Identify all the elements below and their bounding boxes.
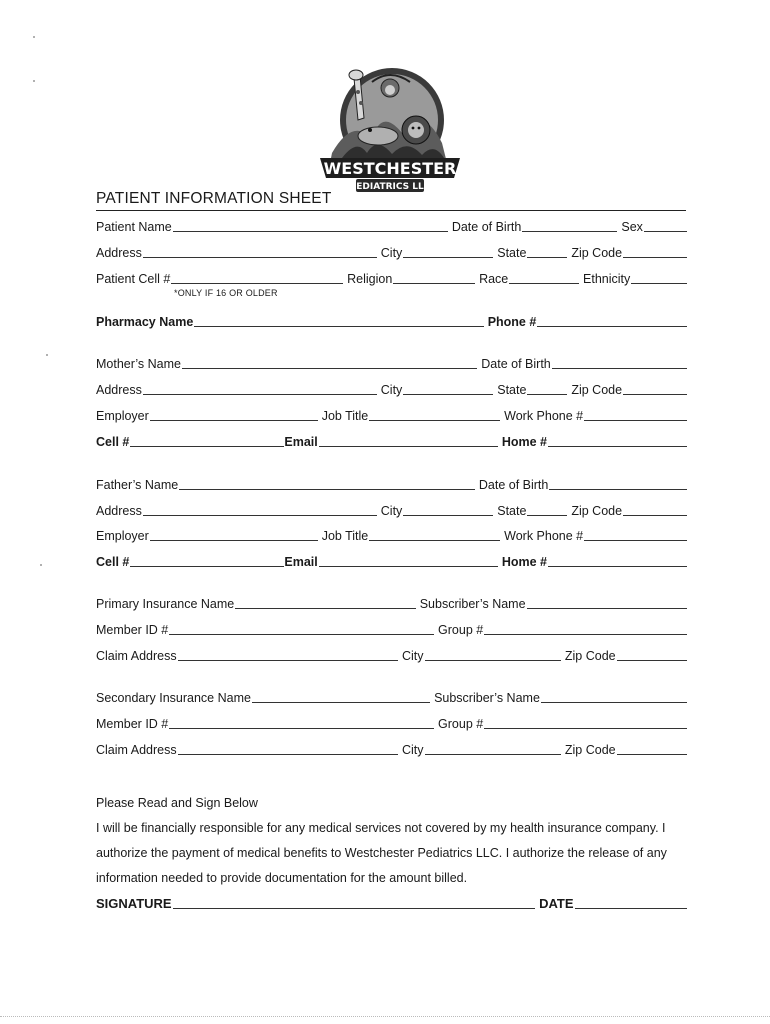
father-city-label: City <box>380 504 403 518</box>
scan-speck <box>40 564 42 566</box>
patient-name-row <box>96 220 687 234</box>
father-work-phone-label: Work Phone # <box>504 529 584 543</box>
primary-subscriber-field[interactable] <box>527 597 687 609</box>
primary-member-row <box>96 623 687 637</box>
pharmacy-phone-label: Phone # <box>487 315 537 329</box>
father-work-phone-field[interactable] <box>584 529 687 541</box>
primary-group-field[interactable] <box>484 623 687 635</box>
primary-zip-field[interactable] <box>617 649 687 661</box>
date-field[interactable] <box>575 897 687 909</box>
mother-city-label: City <box>380 383 403 397</box>
mother-state-label: State <box>497 383 527 397</box>
primary-claim-field[interactable] <box>178 649 398 661</box>
mother-contact-row <box>96 435 687 449</box>
mother-name-field[interactable] <box>182 357 477 369</box>
mother-address-label: Address <box>96 383 142 397</box>
primary-member-field[interactable] <box>169 623 434 635</box>
mother-employer-label: Employer <box>96 409 149 423</box>
patient-cell-field[interactable] <box>171 272 343 284</box>
primary-city-field[interactable] <box>425 649 561 661</box>
scan-edge-line <box>0 1016 770 1018</box>
secondary-member-field[interactable] <box>169 717 434 729</box>
primary-claim-row <box>96 649 687 663</box>
mother-email-label: Email <box>284 435 318 449</box>
mother-address-row <box>96 383 687 397</box>
patient-address-label: Address <box>96 246 142 260</box>
mother-email-field[interactable] <box>319 435 498 447</box>
secondary-claim-label: Claim Address <box>96 743 177 757</box>
secondary-claim-field[interactable] <box>178 743 398 755</box>
mother-job-field[interactable] <box>369 409 500 421</box>
signature-row <box>96 896 687 911</box>
primary-insurance-field[interactable] <box>235 597 415 609</box>
father-cell-field[interactable] <box>130 555 284 567</box>
mother-dob-label: Date of Birth <box>481 357 551 371</box>
mother-state-field[interactable] <box>527 383 567 395</box>
father-city-field[interactable] <box>403 504 493 516</box>
father-name-row <box>96 478 687 492</box>
father-home-field[interactable] <box>548 555 687 567</box>
patient-ethnicity-label: Ethnicity <box>583 272 631 286</box>
mother-zip-label: Zip Code <box>571 383 623 397</box>
primary-city-label: City <box>401 649 424 663</box>
patient-zip-field[interactable] <box>623 246 687 258</box>
pharmacy-name-field[interactable] <box>194 315 483 327</box>
secondary-claim-row <box>96 743 687 757</box>
secondary-group-label: Group # <box>438 717 484 731</box>
father-employer-field[interactable] <box>150 529 318 541</box>
mother-employer-field[interactable] <box>150 409 318 421</box>
father-state-field[interactable] <box>527 504 567 516</box>
mother-employer-row <box>96 409 687 423</box>
patient-address-field[interactable] <box>143 246 377 258</box>
secondary-group-field[interactable] <box>484 717 687 729</box>
patient-race-label: Race <box>479 272 509 286</box>
patient-zip-label: Zip Code <box>571 246 623 260</box>
father-dob-field[interactable] <box>549 478 687 490</box>
mother-job-label: Job Title <box>321 409 369 423</box>
primary-zip-label: Zip Code <box>564 649 616 663</box>
patient-religion-label: Religion <box>347 272 393 286</box>
father-contact-row <box>96 555 687 569</box>
primary-insurance-label: Primary Insurance Name <box>96 597 235 611</box>
secondary-insurance-label: Secondary Insurance Name <box>96 691 251 705</box>
pharmacy-row <box>96 315 687 329</box>
patient-dob-field[interactable] <box>522 220 617 232</box>
father-home-label: Home # <box>501 555 547 569</box>
secondary-zip-label: Zip Code <box>564 743 616 757</box>
secondary-zip-field[interactable] <box>617 743 687 755</box>
mother-home-field[interactable] <box>548 435 687 447</box>
mother-city-field[interactable] <box>403 383 493 395</box>
primary-claim-label: Claim Address <box>96 649 177 663</box>
date-label: DATE <box>539 896 574 911</box>
mother-name-row <box>96 357 687 371</box>
secondary-member-label: Member ID # <box>96 717 169 731</box>
father-zip-label: Zip Code <box>571 504 623 518</box>
mother-cell-label: Cell # <box>96 435 130 449</box>
signature-label: SIGNATURE <box>96 896 172 911</box>
father-state-label: State <box>497 504 527 518</box>
patient-cell-row <box>96 272 687 286</box>
scan-speck <box>33 36 35 38</box>
father-employer-label: Employer <box>96 529 149 543</box>
mother-work-phone-field[interactable] <box>584 409 687 421</box>
mother-name-label: Mother’s Name <box>96 357 181 371</box>
consent-line-2: authorize the payment of medical benefits to Westchester Pediatrics LLC. I authorize the release of any <box>96 846 667 860</box>
mother-cell-field[interactable] <box>130 435 284 447</box>
father-zip-field[interactable] <box>623 504 687 516</box>
primary-group-label: Group # <box>438 623 484 637</box>
scan-speck <box>33 80 35 82</box>
patient-state-label: State <box>497 246 527 260</box>
consent-text <box>96 816 696 891</box>
father-job-label: Job Title <box>321 529 369 543</box>
father-address-label: Address <box>96 504 142 518</box>
mother-home-label: Home # <box>501 435 547 449</box>
consent-line-3: information needed to provide documentation for the amount billed. <box>96 871 468 885</box>
scan-speck <box>46 354 48 356</box>
mother-work-phone-label: Work Phone # <box>504 409 584 423</box>
logo-name-line1: WESTCHESTER <box>323 159 457 178</box>
father-dob-label: Date of Birth <box>478 478 549 492</box>
patient-city-label: City <box>380 246 403 260</box>
consent-line-1: I will be financially responsible for any medical services not covered by my health insurance company. I <box>96 821 666 835</box>
logo-name-line2: PEDIATRICS LLC <box>349 182 431 192</box>
mother-zip-field[interactable] <box>623 383 687 395</box>
patient-ethnicity-field[interactable] <box>631 272 687 284</box>
father-address-field[interactable] <box>143 504 377 516</box>
signature-field[interactable] <box>173 897 535 909</box>
secondary-insurance-row <box>96 691 687 705</box>
primary-subscriber-label: Subscriber’s Name <box>419 597 526 611</box>
secondary-insurance-field[interactable] <box>252 691 430 703</box>
patient-name-field[interactable] <box>173 220 448 232</box>
patient-cell-label: Patient Cell # <box>96 272 171 286</box>
father-email-field[interactable] <box>319 555 498 567</box>
patient-dob-label: Date of Birth <box>451 220 522 234</box>
mother-dob-field[interactable] <box>552 357 687 369</box>
patient-address-row <box>96 246 687 260</box>
patient-race-field[interactable] <box>509 272 579 284</box>
pharmacy-name-label: Pharmacy Name <box>96 315 194 329</box>
cell-age-note: *ONLY IF 16 OR OLDER <box>174 288 278 298</box>
father-name-label: Father’s Name <box>96 478 179 492</box>
father-cell-label: Cell # <box>96 555 130 569</box>
secondary-subscriber-label: Subscriber’s Name <box>434 691 540 705</box>
secondary-city-label: City <box>401 743 424 757</box>
patient-religion-field[interactable] <box>393 272 475 284</box>
patient-city-field[interactable] <box>403 246 493 258</box>
patient-sex-field[interactable] <box>644 220 687 232</box>
secondary-subscriber-field[interactable] <box>541 691 687 703</box>
father-employer-row <box>96 529 687 543</box>
patient-sex-label: Sex <box>621 220 643 234</box>
primary-insurance-row <box>96 597 687 611</box>
secondary-city-field[interactable] <box>425 743 561 755</box>
patient-name-label: Patient Name <box>96 220 172 234</box>
secondary-member-row <box>96 717 687 731</box>
patient-state-field[interactable] <box>527 246 567 258</box>
westchester-pediatrics-logo <box>312 58 468 198</box>
father-job-field[interactable] <box>369 529 500 541</box>
form-title: PATIENT INFORMATION SHEET <box>96 190 686 211</box>
mother-address-field[interactable] <box>143 383 377 395</box>
pharmacy-phone-field[interactable] <box>537 315 687 327</box>
father-email-label: Email <box>284 555 318 569</box>
father-name-field[interactable] <box>179 478 475 490</box>
primary-member-label: Member ID # <box>96 623 169 637</box>
father-address-row <box>96 504 687 518</box>
consent-heading: Please Read and Sign Below <box>96 796 258 810</box>
